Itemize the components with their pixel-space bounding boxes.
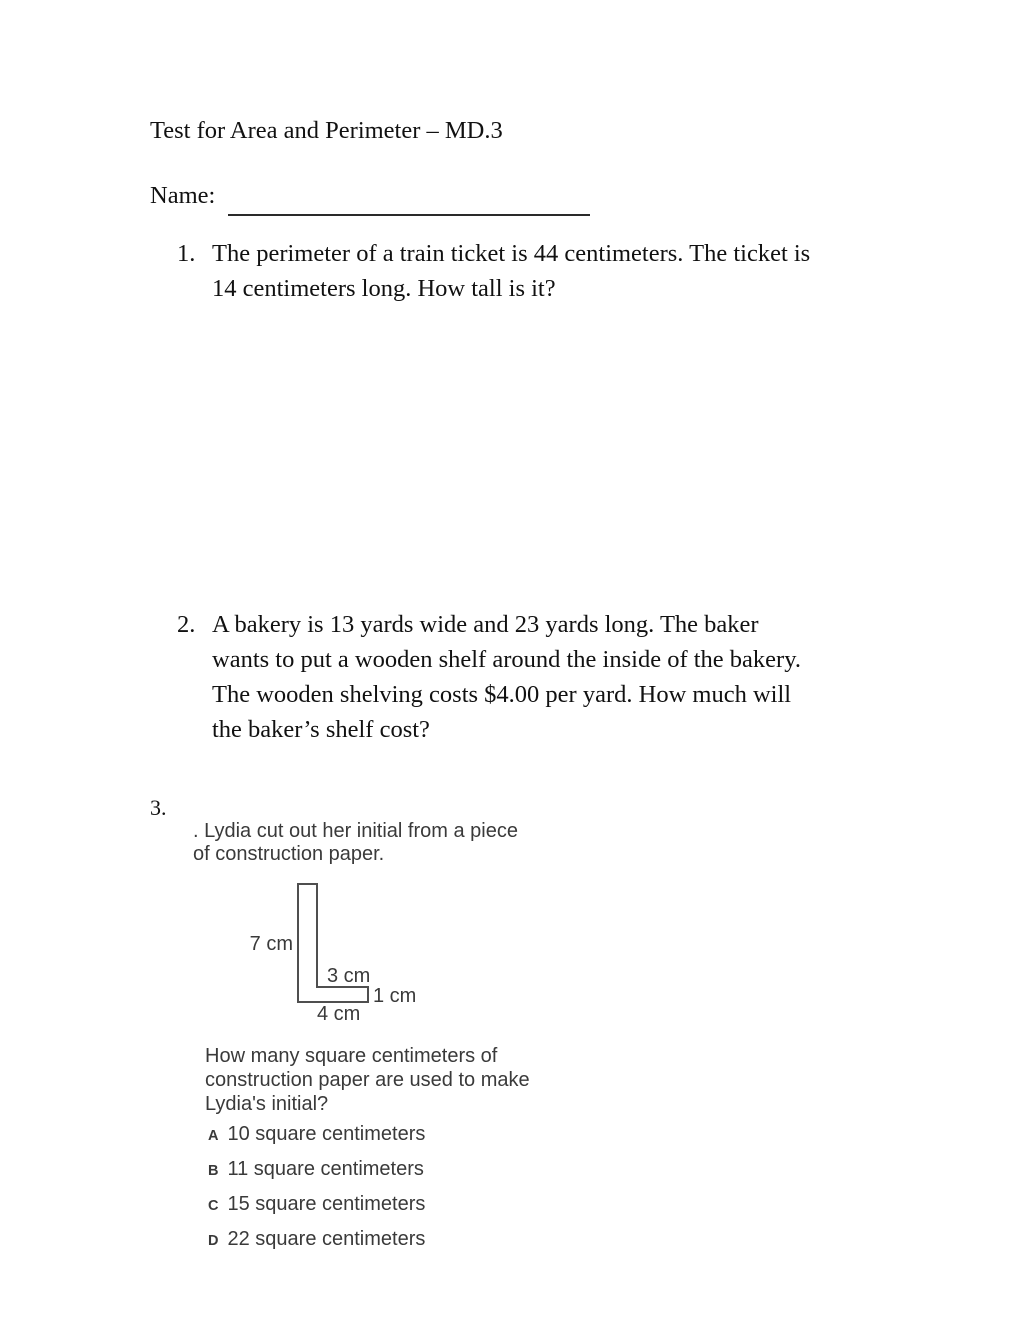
choice-c-text: 15 square centimeters	[227, 1193, 426, 1215]
question-2-line-1: A bakery is 13 yards wide and 23 yards long. The baker	[212, 611, 759, 638]
question-3-prompt-line-2: construction paper are used to make	[205, 1069, 530, 1091]
choice-a-letter: A	[208, 1128, 219, 1144]
question-3-intro	[193, 820, 518, 866]
figure-label-foot-height: 1 cm	[373, 985, 417, 1007]
question-3-prompt	[205, 1044, 530, 1116]
answer-choice-b	[208, 1158, 424, 1181]
answer-choice-a	[208, 1123, 425, 1146]
question-3-prompt-line-1: How many square centimeters of	[205, 1045, 498, 1067]
choice-b-text: 11 square centimeters	[227, 1158, 424, 1180]
answer-choice-d	[208, 1228, 425, 1251]
question-1-number: 1.	[177, 240, 196, 267]
question-3-intro-line-1: . Lydia cut out her initial from a piece	[193, 820, 518, 842]
figure-label-height: 7 cm	[249, 933, 293, 955]
choice-b-letter: B	[208, 1163, 219, 1179]
question-2-line-3: The wooden shelving costs $4.00 per yard. How much will	[212, 681, 792, 708]
answer-choice-c	[208, 1193, 425, 1216]
choice-d-letter: D	[208, 1233, 219, 1249]
question-1-text	[212, 236, 810, 306]
question-2-text	[212, 607, 801, 747]
figure-label-inner-width: 3 cm	[327, 965, 371, 987]
l-shape-figure	[296, 882, 372, 1006]
question-3-intro-line-2: of construction paper.	[193, 843, 385, 865]
question-2-line-4: the baker’s shelf cost?	[212, 716, 430, 743]
name-label: Name:	[150, 182, 216, 209]
page-title: Test for Area and Perimeter – MD.3	[150, 117, 503, 144]
figure-label-bottom-width: 4 cm	[317, 1003, 361, 1025]
question-2-number: 2.	[177, 611, 196, 638]
choice-d-text: 22 square centimeters	[227, 1228, 426, 1250]
question-1-line-2: 14 centimeters long. How tall is it?	[212, 275, 556, 302]
question-1-line-1: The perimeter of a train ticket is 44 centimeters. The ticket is	[212, 240, 811, 267]
question-2-line-2: wants to put a wooden shelf around the inside of the bakery.	[212, 646, 801, 673]
question-3-prompt-line-3: Lydia's initial?	[205, 1093, 329, 1115]
question-3-number: 3.	[150, 795, 167, 820]
choice-a-text: 10 square centimeters	[227, 1123, 426, 1145]
choice-c-letter: C	[208, 1198, 219, 1214]
name-blank-line	[228, 190, 590, 216]
